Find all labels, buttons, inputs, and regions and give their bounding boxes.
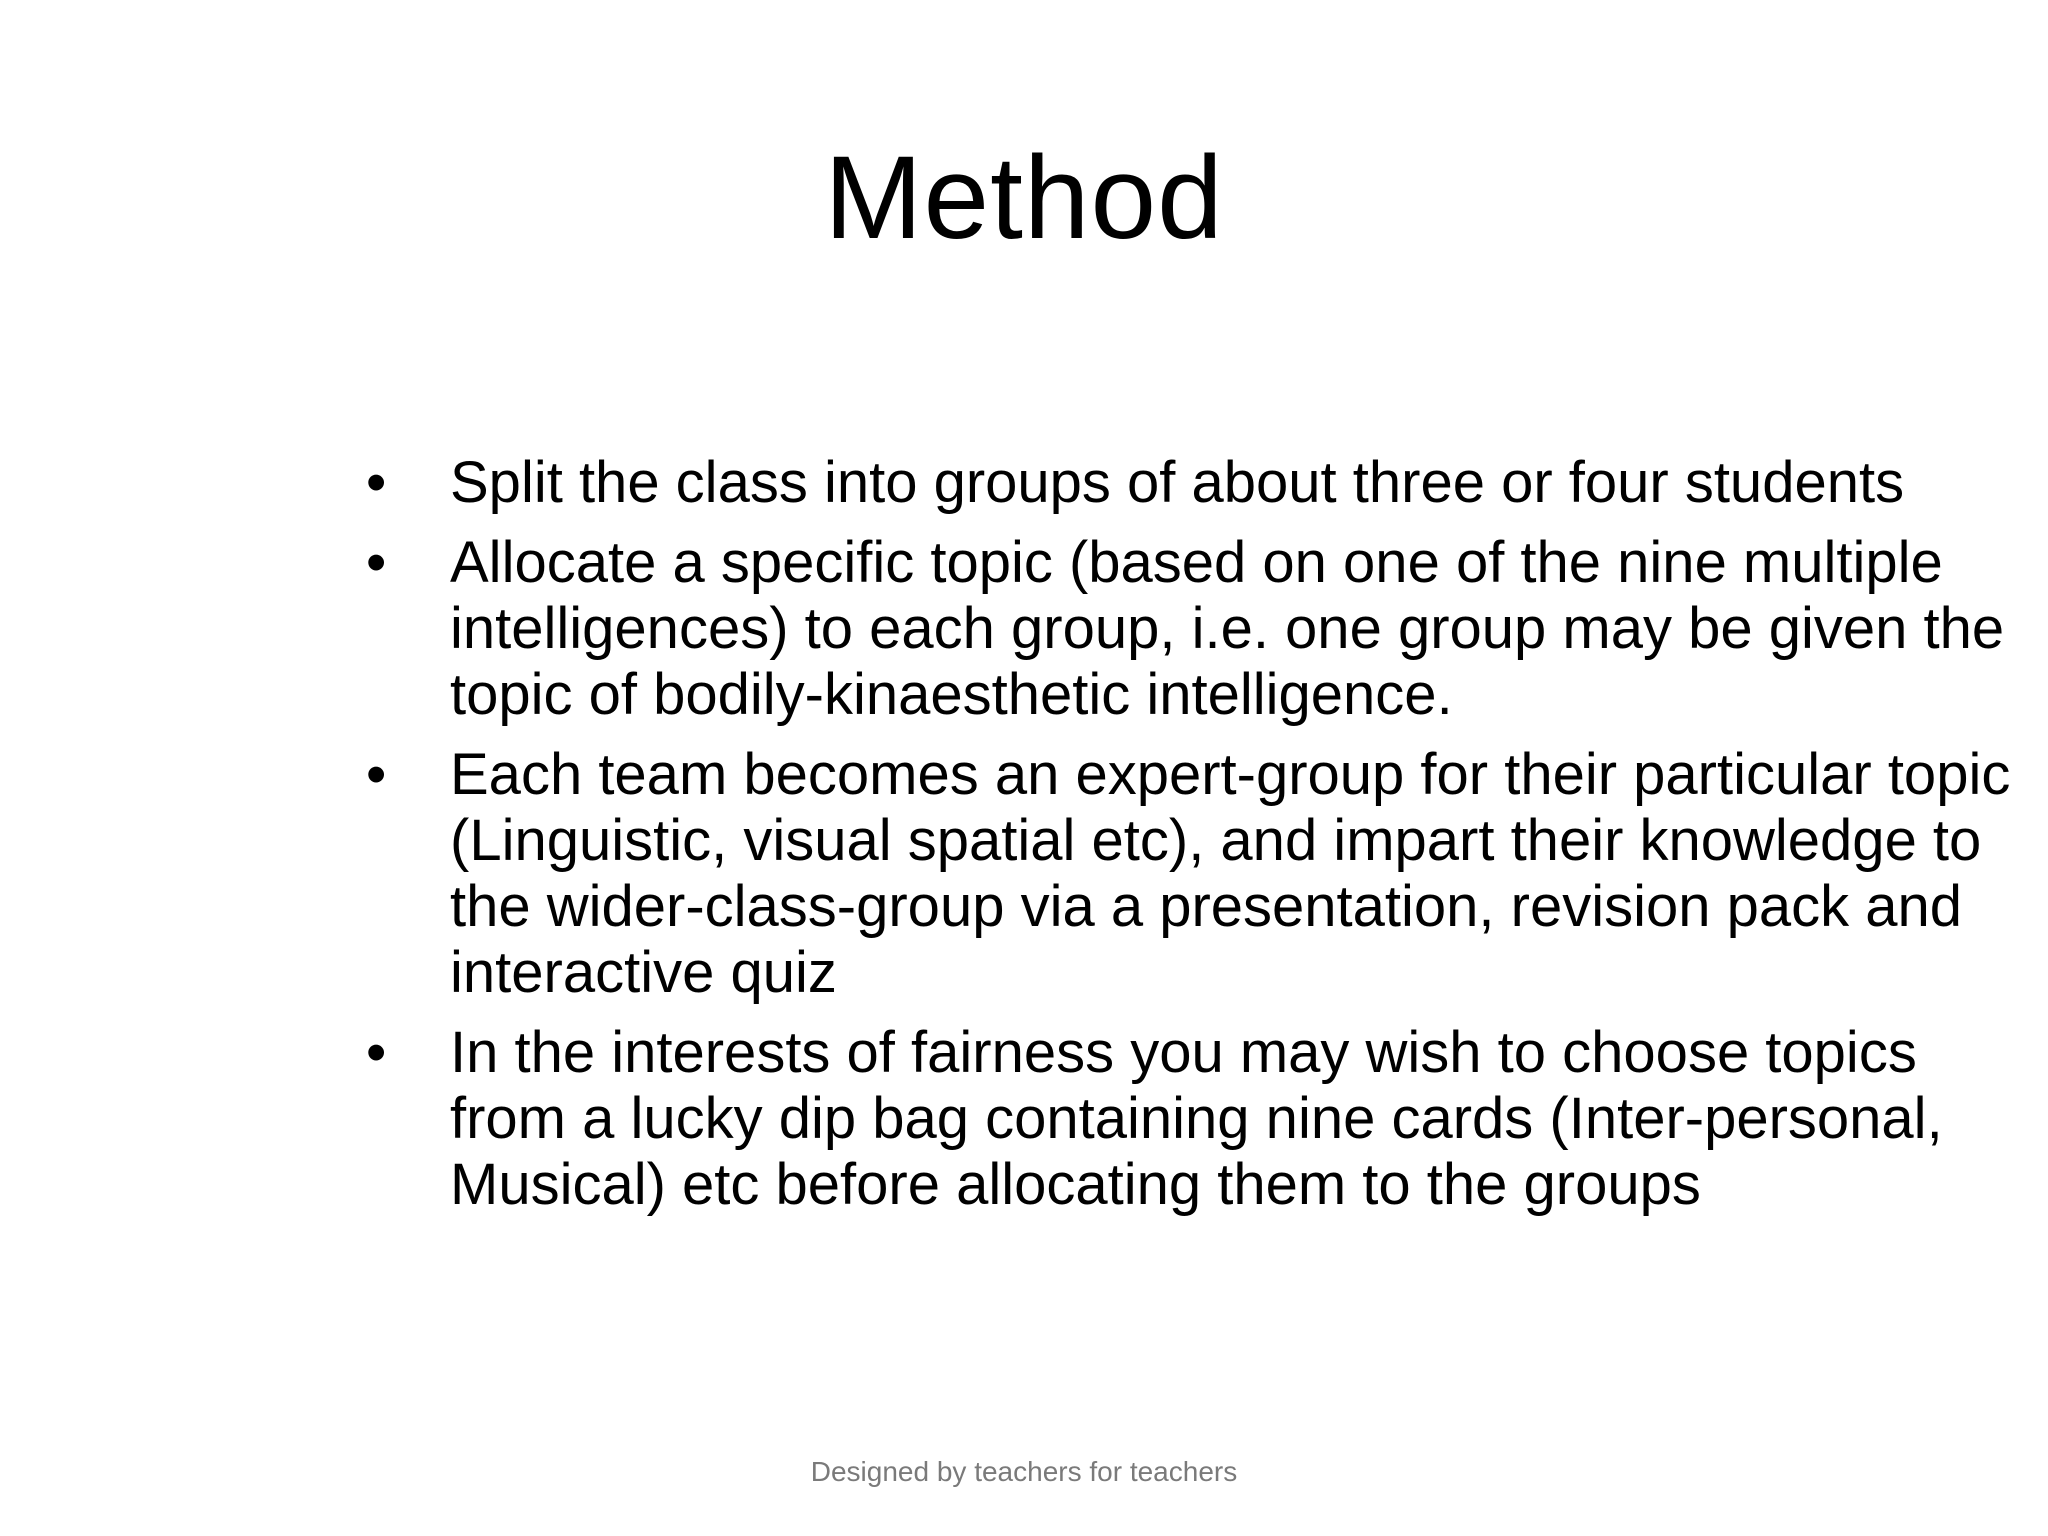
bullet-text: Each team becomes an expert-group for their particular topic (Linguistic, visual spatial etc), and impart their knowledge to the wider-class-group via a presentation, revision pack and interactive quiz	[450, 742, 2011, 1005]
bullet-text: Allocate a specific topic (based on one of the nine multiple intelligences) to each group, i.e. one group may be given the topic of bodily-kinaesthetic intelligence.	[450, 530, 2005, 727]
bullet-item	[360, 742, 2020, 1006]
bullet-dot-icon: •	[366, 450, 387, 515]
bullet-dot-icon: •	[366, 742, 387, 807]
slide-title: Method	[824, 132, 1224, 264]
bullet-text: In the interests of fairness you may wish to choose topics from a lucky dip bag containing nine cards (Inter-personal, Musical) etc before allocating them to the groups	[450, 1020, 1943, 1217]
bullet-text: Split the class into groups of about three or four students	[450, 450, 1905, 515]
bullet-dot-icon: •	[366, 1020, 387, 1085]
bullet-item	[360, 530, 2020, 728]
bullet-dot-icon: •	[366, 530, 387, 595]
bullet-item	[360, 1020, 2020, 1218]
slide-footer: Designed by teachers for teachers	[810, 1456, 1238, 1487]
bullet-list	[360, 450, 2020, 1232]
bullet-item	[360, 450, 2020, 516]
